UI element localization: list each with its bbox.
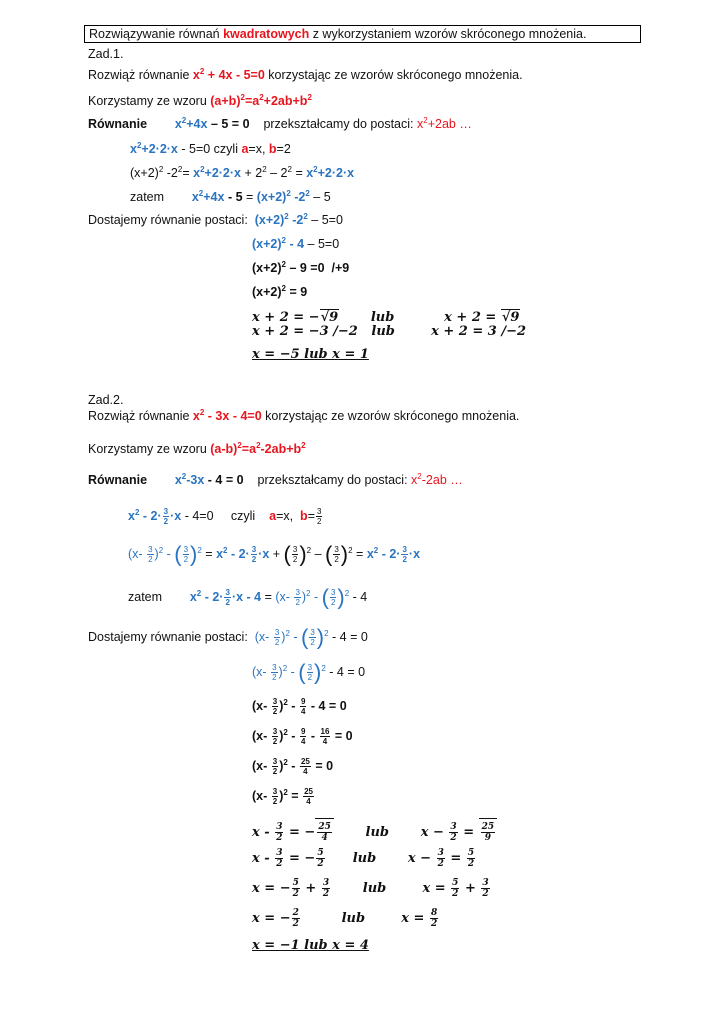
- task2-step-square: (x- $\frac{3}{2}$ )$^2$ - ( $\frac{3}{2}$ )$^2 = x^2 - 2\cdot$ $\frac{3}{2}$ ·x + ( $\frac{3}{2}$ )$^2$ – ( $\frac{3}{2}$ )$^2 = x^2 - 2\cdot$ $\frac{3}{2}$ ·x: [128, 541, 421, 567]
- task2-step-substitute: $x^2 - 2\cdot$ $\frac{3}{2}$ ·x - 4=0 czyli a=x, b= $\frac{3}{2}$: [128, 507, 322, 527]
- task1-formula: $(a+b)^2=a^2+2ab+b^2$: [210, 93, 312, 108]
- task2-root-line-1: x - $\frac{3}{2}$ = − $\frac{25}{4}$ lub x − $\frac{3}{2}$ = $\frac{25}{9}$: [252, 818, 497, 846]
- task1-step-zatem: zatem $x^2+4x - 5 = (x+2)^2$ $-2^2 - 5$: [130, 189, 331, 204]
- task1-dostajemy: Dostajemy równanie postaci: $(x+2)^2$ $-2^2 - 5=0$: [88, 212, 343, 227]
- task1-final-answer: x = −5 lub x = 1: [252, 347, 369, 362]
- page-title: [84, 25, 641, 43]
- task2-step-3: (x- $\frac{3}{2}$ )$^2$ - $\frac{9}{4}$ - 4 = 0: [252, 697, 347, 717]
- task1-equation-line: Równanie $x^2+4x - 5 = 0$ przekształcamy do postaci: $x^2+2ab$ …: [88, 116, 472, 131]
- task2-root-line-4: x = − $\frac{2}{2}$ lub x = $\frac{8}{2}$: [252, 908, 438, 929]
- title-text: Rozwiązywanie równań: [89, 27, 224, 41]
- task2-root-line-3: x = − $\frac{5}{2}$ + $\frac{3}{2}$ lub x = $\frac{5}{2}$ + $\frac{3}{2}$: [252, 878, 489, 899]
- task2-step-2: (x- $\frac{3}{2}$ )$^2$ - ( $\frac{3}{2}$ )$^2$ - 4 = 0: [252, 659, 366, 685]
- task1-step-substitute: $x^2+2\cdot 2\cdot x - 5=0$ czyli a=x, b=2: [130, 141, 291, 156]
- title-highlight: kwadratowych: [223, 27, 310, 41]
- task1-step-3: $(x+2)^2 - 9 =0$ /+9: [252, 260, 350, 275]
- task2-label: Zad.2.: [88, 393, 124, 407]
- task2-dostajemy: Dostajemy równanie postaci: (x- $\frac{3}{2}$ )$^2$ - ( $\frac{3}{2}$ )$^2$ - 4 = 0: [88, 624, 368, 650]
- task1-root-line-1: x + 2 = −√9 lub x + 2 = √9: [252, 310, 520, 325]
- task2-root-line-2: x - $\frac{3}{2}$ = − $\frac{5}{2}$ lub x − $\frac{3}{2}$ = $\frac{5}{2}$: [252, 848, 475, 869]
- task2-step-6: (x- $\frac{3}{2}$ )$^2$ = $\frac{25}{4}$: [252, 787, 313, 807]
- title-text-end: z wykorzystaniem wzorów skróconego mnożenia.: [309, 27, 587, 41]
- task1-equation: $x^2 + 4x - 5=0$: [192, 67, 265, 82]
- task2-formula-line: Korzystamy ze wzoru $(a-b)^2=a^2-2ab+b^2$: [88, 441, 306, 456]
- task1-step-square: $(x+2)^2$ $-2^2= x^2+2\cdot 2\cdot x + 2^2 - 2^2 = x^2+2\cdot 2\cdot x$: [130, 165, 355, 180]
- task1-step-2: $(x+2)^2 - 4 - 5=0$: [252, 236, 340, 251]
- task2-step-4: (x- $\frac{3}{2}$ )$^2$ - $\frac{9}{4}$ - $\frac{16}{4}$ = 0: [252, 727, 353, 747]
- task1-step-4: $(x+2)^2 = 9$: [252, 284, 308, 299]
- task2-final-answer: x = −1 lub x = 4: [252, 938, 369, 953]
- task1-label: Zad.1.: [88, 47, 124, 61]
- task2-equation-line: Równanie $x^2-3x - 4 = 0$ przekształcamy do postaci: $x^2-2ab$ …: [88, 472, 463, 487]
- task2-step-zatem: zatem $x^2 - 2\cdot$ $\frac{3}{2}$ ·x - 4 = (x- $\frac{3}{2}$ )$^2$ - ( $\frac{3}{2}$ )$^2$ - 4: [128, 584, 368, 610]
- task2-step-5: (x- $\frac{3}{2}$ )$^2$ - $\frac{25}{4}$ = 0: [252, 757, 334, 777]
- task1-formula-line: Korzystamy ze wzoru $(a+b)^2=a^2+2ab+b^2$: [88, 93, 312, 108]
- task1-root-line-2: x + 2 = −3 /−2 lub x + 2 = 3 /−2: [252, 324, 527, 339]
- task1-statement: Rozwiąż równanie $x^2 + 4x - 5=0$ korzystając ze wzorów skróconego mnożenia.: [88, 67, 523, 82]
- task2-statement: Rozwiąż równanie $x^2 - 3x - 4=0$ korzystając ze wzorów skróconego mnożenia.: [88, 408, 520, 423]
